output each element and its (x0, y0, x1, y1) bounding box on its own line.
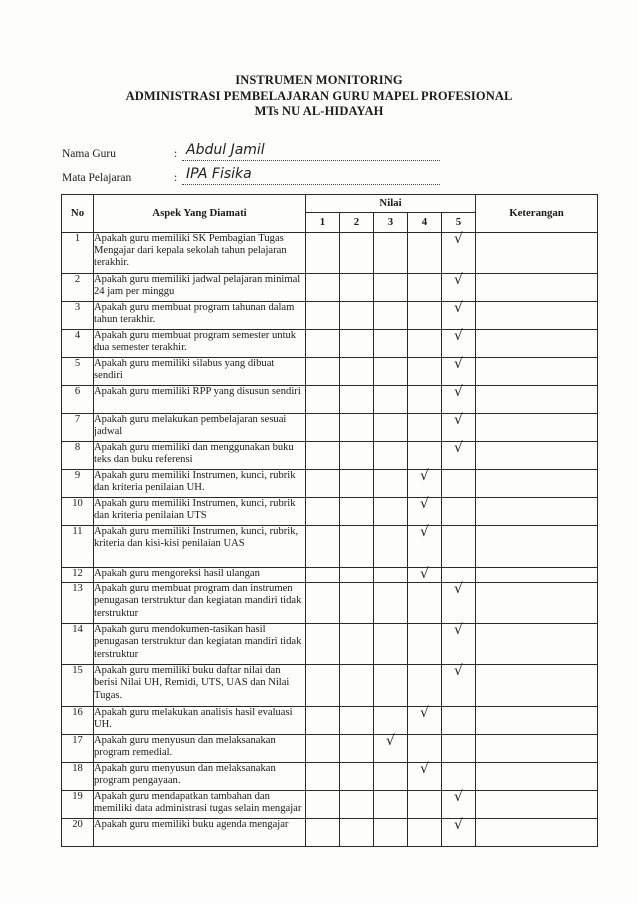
teacher-name-label: Nama Guru (62, 148, 116, 160)
row-aspect: Apakah guru memiliki jadwal pelajaran minimal 24 jam per minggu (94, 274, 306, 302)
row-keterangan (476, 568, 598, 583)
header-score-1: 1 (306, 213, 340, 233)
score-cell-4 (408, 791, 442, 819)
score-cell-5 (442, 735, 476, 763)
row-aspect: Apakah guru memiliki SK Pembagian Tugas Mengajar dari kepala sekolah tahun pelajaran terakhir. (94, 233, 306, 274)
score-cell-4 (408, 819, 442, 847)
score-cell-2 (340, 414, 374, 442)
row-number: 9 (62, 470, 94, 498)
title-line-1: INSTRUMEN MONITORING (235, 73, 403, 87)
row-aspect: Apakah guru memiliki RPP yang disusun sendiri (94, 386, 306, 414)
score-cell-3 (374, 358, 408, 386)
row-aspect: Apakah guru melakukan pembelajaran sesuai jadwal (94, 414, 306, 442)
table-row (62, 568, 598, 583)
row-aspect: Apakah guru mendapatkan tambahan dan memiliki data administrasi tugas selain mengajar (94, 791, 306, 819)
table-row (62, 665, 598, 707)
score-cell-3 (374, 763, 408, 791)
row-number: 20 (62, 819, 94, 847)
score-cell-1 (306, 624, 340, 665)
score-cell-3 (374, 414, 408, 442)
score-cell-2 (340, 665, 374, 707)
check-mark: √ (420, 566, 429, 582)
score-cell-5 (442, 791, 476, 819)
score-cell-4 (408, 274, 442, 302)
row-number: 12 (62, 568, 94, 583)
table-row (62, 358, 598, 386)
row-aspect: Apakah guru menyusun dan melaksanakan program remedial. (94, 735, 306, 763)
row-number: 15 (62, 665, 94, 707)
header-score-3: 3 (374, 213, 408, 233)
score-cell-2 (340, 735, 374, 763)
score-cell-3 (374, 583, 408, 624)
check-mark: √ (454, 356, 463, 372)
row-keterangan (476, 302, 598, 330)
row-aspect: Apakah guru melakukan analisis hasil evaluasi UH. (94, 707, 306, 735)
score-cell-3 (374, 735, 408, 763)
row-number: 2 (62, 274, 94, 302)
score-cell-2 (340, 819, 374, 847)
table-row (62, 442, 598, 470)
check-mark: √ (454, 272, 463, 288)
row-number: 6 (62, 386, 94, 414)
header-aspek: Aspek Yang Diamati (94, 195, 306, 233)
score-cell-4 (408, 583, 442, 624)
table-row (62, 386, 598, 414)
score-cell-2 (340, 624, 374, 665)
row-keterangan (476, 624, 598, 665)
row-aspect: Apakah guru memiliki buku agenda mengajar (94, 819, 306, 847)
score-cell-1 (306, 330, 340, 358)
score-cell-4 (408, 470, 442, 498)
score-cell-2 (340, 526, 374, 568)
check-mark: √ (454, 581, 463, 598)
check-mark: √ (454, 817, 463, 834)
row-aspect: Apakah guru mengoreksi hasil ulangan (94, 568, 306, 583)
score-cell-2 (340, 498, 374, 526)
score-cell-5 (442, 414, 476, 442)
score-cell-4 (408, 358, 442, 386)
subject-label: Mata Pelajaran (62, 172, 132, 184)
score-cell-1 (306, 386, 340, 414)
header-score-2: 2 (340, 213, 374, 233)
score-cell-5 (442, 707, 476, 735)
score-cell-2 (340, 791, 374, 819)
score-cell-4 (408, 665, 442, 707)
table-row (62, 526, 598, 568)
score-cell-4 (408, 763, 442, 791)
score-cell-5 (442, 358, 476, 386)
row-number: 19 (62, 791, 94, 819)
row-number: 16 (62, 707, 94, 735)
score-cell-1 (306, 274, 340, 302)
header-score-5: 5 (442, 213, 476, 233)
score-cell-2 (340, 763, 374, 791)
row-keterangan (476, 735, 598, 763)
row-aspect: Apakah guru membuat program dan instrumen penugasan terstruktur dan kegiatan mandiri tidak terstruktur (94, 583, 306, 624)
row-number: 3 (62, 302, 94, 330)
row-aspect: Apakah guru memiliki silabus yang dibuat sendiri (94, 358, 306, 386)
header-score-4: 4 (408, 213, 442, 233)
score-cell-5 (442, 302, 476, 330)
row-aspect: Apakah guru membuat program semester untuk dua semester terakhir. (94, 330, 306, 358)
check-mark: √ (420, 761, 429, 778)
table-row (62, 330, 598, 358)
score-cell-3 (374, 498, 408, 526)
score-cell-2 (340, 302, 374, 330)
row-aspect: Apakah guru membuat program tahunan dalam tahun terakhir. (94, 302, 306, 330)
score-cell-4 (408, 624, 442, 665)
check-mark: √ (420, 496, 429, 512)
score-cell-3 (374, 707, 408, 735)
subject-value: IPA Fisika (186, 166, 252, 182)
row-keterangan (476, 498, 598, 526)
score-cell-2 (340, 707, 374, 735)
table-row (62, 414, 598, 442)
row-number: 7 (62, 414, 94, 442)
row-keterangan (476, 665, 598, 707)
subject-colon: : (174, 172, 178, 184)
score-cell-4 (408, 526, 442, 568)
score-cell-1 (306, 498, 340, 526)
score-cell-4 (408, 442, 442, 470)
score-cell-3 (374, 442, 408, 470)
table-row (62, 707, 598, 735)
score-cell-5 (442, 624, 476, 665)
score-cell-5 (442, 498, 476, 526)
score-cell-4 (408, 707, 442, 735)
check-mark: √ (454, 300, 463, 316)
row-aspect: Apakah guru memiliki buku daftar nilai dan berisi Nilai UH, Remidi, UTS, UAS dan Nilai Tugas. (94, 665, 306, 707)
score-cell-1 (306, 358, 340, 386)
row-keterangan (476, 707, 598, 735)
row-keterangan (476, 274, 598, 302)
score-cell-1 (306, 735, 340, 763)
score-cell-1 (306, 470, 340, 498)
score-cell-5 (442, 330, 476, 358)
check-mark: √ (454, 328, 463, 344)
row-keterangan (476, 330, 598, 358)
row-aspect: Apakah guru memiliki Instrumen, kunci, rubrik, kriteria dan kisi-kisi penilaian UAS (94, 526, 306, 568)
table-row (62, 791, 598, 819)
header-nilai: Nilai (306, 195, 476, 213)
row-keterangan (476, 819, 598, 847)
row-keterangan (476, 526, 598, 568)
row-keterangan (476, 414, 598, 442)
score-cell-4 (408, 330, 442, 358)
score-cell-5 (442, 274, 476, 302)
score-cell-2 (340, 330, 374, 358)
check-mark: √ (454, 412, 463, 428)
score-cell-3 (374, 791, 408, 819)
check-mark: √ (420, 468, 429, 484)
score-cell-3 (374, 233, 408, 274)
score-cell-3 (374, 386, 408, 414)
row-aspect: Apakah guru memiliki dan menggunakan buku teks dan buku referensi (94, 442, 306, 470)
score-cell-4 (408, 735, 442, 763)
table-row (62, 583, 598, 624)
row-number: 10 (62, 498, 94, 526)
score-cell-1 (306, 233, 340, 274)
score-cell-3 (374, 302, 408, 330)
teacher-name-value: Abdul Jamil (186, 142, 265, 158)
row-number: 11 (62, 526, 94, 568)
score-cell-3 (374, 330, 408, 358)
row-aspect: Apakah guru mendokumen-tasikan hasil penugasan terstruktur dan kegiatan mandiri tidak terstruktur (94, 624, 306, 665)
table-row (62, 763, 598, 791)
check-mark: √ (386, 733, 395, 750)
score-cell-3 (374, 665, 408, 707)
score-cell-5 (442, 233, 476, 274)
score-cell-2 (340, 358, 374, 386)
score-cell-1 (306, 763, 340, 791)
score-cell-3 (374, 470, 408, 498)
table-row (62, 819, 598, 847)
score-cell-4 (408, 302, 442, 330)
row-number: 17 (62, 735, 94, 763)
score-cell-5 (442, 819, 476, 847)
row-keterangan (476, 386, 598, 414)
row-keterangan (476, 763, 598, 791)
table-row (62, 470, 598, 498)
score-cell-3 (374, 526, 408, 568)
score-cell-2 (340, 233, 374, 274)
table-row (62, 302, 598, 330)
score-cell-3 (374, 624, 408, 665)
score-cell-1 (306, 568, 340, 583)
score-cell-1 (306, 302, 340, 330)
header-keterangan: Keterangan (476, 195, 598, 233)
row-aspect: Apakah guru memiliki Instrumen, kunci, rubrik dan kriteria penilaian UH. (94, 470, 306, 498)
row-number: 4 (62, 330, 94, 358)
table-row (62, 624, 598, 665)
score-cell-5 (442, 763, 476, 791)
score-cell-5 (442, 386, 476, 414)
check-mark: √ (454, 384, 463, 400)
header-no: No (62, 195, 94, 233)
title-line-3: MTs NU AL-HIDAYAH (254, 104, 384, 118)
score-cell-1 (306, 414, 340, 442)
score-cell-4 (408, 414, 442, 442)
title-line-2: ADMINISTRASI PEMBELAJARAN GURU MAPEL PROFESIONAL (125, 89, 513, 103)
score-cell-5 (442, 665, 476, 707)
monitoring-table (61, 194, 598, 847)
row-aspect: Apakah guru memiliki Instrumen, kunci, rubrik dan kriteria penilaian UTS (94, 498, 306, 526)
score-cell-4 (408, 386, 442, 414)
score-cell-3 (374, 568, 408, 583)
score-cell-2 (340, 386, 374, 414)
score-cell-1 (306, 819, 340, 847)
check-mark: √ (454, 231, 463, 247)
score-cell-1 (306, 665, 340, 707)
table-row (62, 233, 598, 274)
score-cell-4 (408, 568, 442, 583)
teacher-name-colon: : (174, 148, 178, 160)
row-keterangan (476, 791, 598, 819)
score-cell-4 (408, 233, 442, 274)
row-number: 8 (62, 442, 94, 470)
score-cell-2 (340, 568, 374, 583)
check-mark: √ (454, 440, 463, 456)
score-cell-1 (306, 583, 340, 624)
row-keterangan (476, 233, 598, 274)
score-cell-2 (340, 470, 374, 498)
score-cell-4 (408, 498, 442, 526)
score-cell-5 (442, 442, 476, 470)
score-cell-5 (442, 583, 476, 624)
row-aspect: Apakah guru menyusun dan melaksanakan program pengayaan. (94, 763, 306, 791)
row-keterangan (476, 442, 598, 470)
score-cell-5 (442, 470, 476, 498)
check-mark: √ (454, 789, 463, 806)
row-keterangan (476, 358, 598, 386)
check-mark: √ (454, 622, 463, 639)
score-cell-1 (306, 707, 340, 735)
score-cell-1 (306, 791, 340, 819)
row-keterangan (476, 470, 598, 498)
score-cell-5 (442, 526, 476, 568)
check-mark: √ (420, 705, 429, 722)
row-number: 1 (62, 233, 94, 274)
check-mark: √ (454, 663, 463, 680)
check-mark: √ (420, 524, 429, 540)
score-cell-3 (374, 274, 408, 302)
row-number: 18 (62, 763, 94, 791)
score-cell-2 (340, 274, 374, 302)
row-number: 5 (62, 358, 94, 386)
score-cell-2 (340, 583, 374, 624)
table-row (62, 274, 598, 302)
table-row (62, 498, 598, 526)
row-keterangan (476, 583, 598, 624)
table-row (62, 735, 598, 763)
score-cell-1 (306, 442, 340, 470)
score-cell-1 (306, 526, 340, 568)
row-number: 13 (62, 583, 94, 624)
score-cell-3 (374, 819, 408, 847)
score-cell-2 (340, 442, 374, 470)
row-number: 14 (62, 624, 94, 665)
